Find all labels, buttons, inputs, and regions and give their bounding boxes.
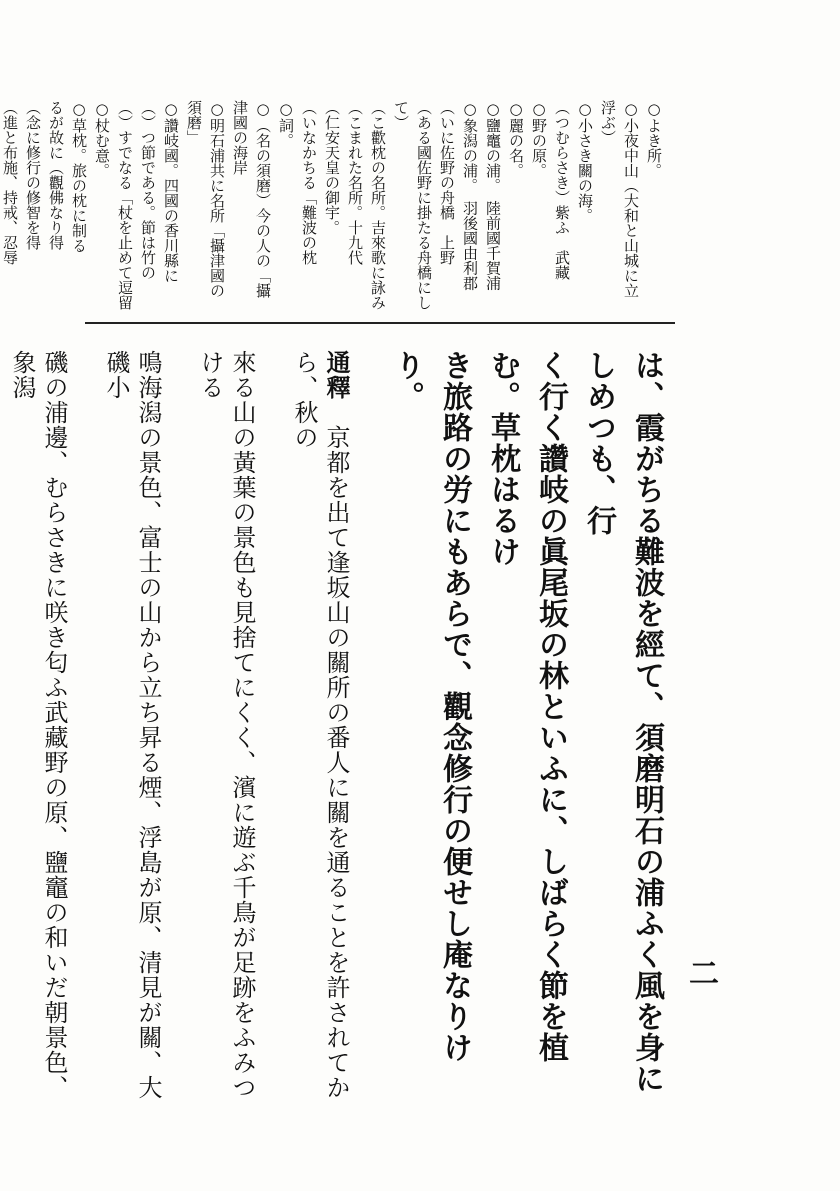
- verse-line: く行く讚岐の眞尾坂の林といふに、しばらく節を植む。草枕はるけ: [485, 350, 568, 1063]
- commentary-label: 通釋: [322, 350, 351, 400]
- note-line: （こ歡枕の名所。吉來歌に詠み: [369, 100, 387, 310]
- commentary-line: 來る山の黃葉の景色も見捨てにくく、濱に遊ぶ千鳥が足跡をふみつける: [196, 350, 256, 1100]
- note-line: ○（名の須磨）今の人の「攝津國の海岸: [231, 100, 272, 298]
- annotation-notes: [1, 100, 665, 310]
- note-line: （つむらさき）紫ふ 武藏: [553, 100, 571, 280]
- note-line: るが故に（觀佛なり得: [47, 100, 65, 250]
- note-line: ○杖む意。: [93, 100, 111, 178]
- page-number: 二: [689, 957, 719, 992]
- note-line: （）すでなる「杖を止めて逗留: [116, 100, 134, 310]
- main-text-block: [8, 350, 670, 1110]
- note-line: （こまれた名所。十九代: [346, 100, 364, 265]
- note-line: ○小さき關の海。: [576, 100, 594, 223]
- commentary-line: 磯の浦邊、むらさきに咲き匂ふ武藏野の原、鹽竈の和いだ朝景色、象潟: [8, 350, 68, 1100]
- note-line: ○野の原。: [530, 100, 548, 178]
- commentary-text: 京都を出て逢坂山の關所の番人に關を通ることを許されてから、秋の: [290, 350, 350, 1100]
- note-line: ○麗の名。: [507, 100, 525, 178]
- section-divider: [85, 322, 675, 324]
- note-line: ○讚岐國。四國の香川縣に: [162, 100, 180, 283]
- verse-line: は、霞がちる難波を經て、須磨明石の浦ふく風を身にしめつも、行: [581, 350, 664, 1094]
- note-line: ○鹽竈の浦。 陸前國千賀浦: [484, 100, 502, 291]
- commentary-line: 鳴海潟の景色、富士の山から立ち昇る煙、浮島が原、清見が關、大磯小: [102, 350, 162, 1100]
- note-line: （仁安天皇の御宇。: [323, 100, 341, 235]
- note-line: ○小夜中山（大和と山城に立浮ぶ）: [599, 100, 640, 298]
- note-line: （いに佐野の舟橋 上野: [438, 100, 456, 265]
- verse-line: き旅路の労にもあらで、觀念修行の便せし庵なりけり。: [389, 350, 472, 1063]
- note-line: ○よき所。: [645, 100, 663, 178]
- note-line: ○詞。: [277, 100, 295, 148]
- note-line: （念に修行の修智を得: [24, 100, 42, 250]
- commentary-line: [288, 350, 352, 1110]
- note-line: ○草枕。旅の枕に制る: [70, 100, 88, 253]
- note-line: （ある國佐野に掛たる舟橋にして）: [392, 100, 433, 310]
- note-line: ○象潟の浦。 羽後國由利郡: [461, 100, 479, 291]
- note-line: （進と布施、持戒、忍辱: [1, 100, 19, 265]
- note-line: （いなかちる「難波の枕: [300, 100, 318, 265]
- note-line: ○明石浦共に名所「攝津國の須磨」: [185, 100, 226, 298]
- note-line: （）つ節である。節は竹の: [139, 100, 157, 280]
